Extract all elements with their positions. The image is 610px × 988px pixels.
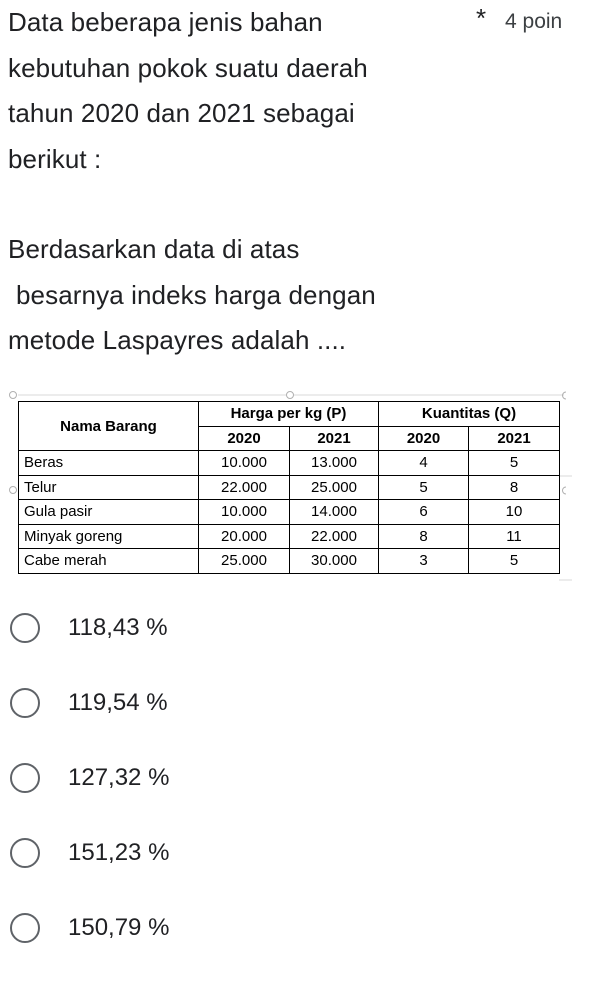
header-year: 2021 [290,426,379,451]
header-harga: Harga per kg (P) [199,402,379,427]
cell-qty-2020: 8 [379,524,469,549]
option-1[interactable] [0,590,610,665]
question-line: Berdasarkan data di atas [8,234,300,264]
table-row [19,500,560,525]
cell-price-2020: 10.000 [199,451,290,476]
radio-circle-icon[interactable] [10,913,40,943]
question-line: besarnya indeks harga dengan [16,279,376,310]
question-line: tahun 2020 dan 2021 sebagai [8,98,355,128]
option-label[interactable]: 118,43 % [68,613,168,641]
cell-name: Minyak goreng [19,524,199,549]
question-line: berikut : [8,143,102,174]
table-row [19,549,560,574]
cell-name: Cabe merah [19,549,199,574]
cell-qty-2020: 3 [379,549,469,574]
radio-circle-icon[interactable] [10,688,40,718]
price-quantity-table [18,401,560,574]
option-3[interactable] [0,740,610,815]
cell-qty-2020: 5 [379,475,469,500]
table-row [19,451,560,476]
cell-name: Beras [19,451,199,476]
header-year: 2020 [199,426,290,451]
required-asterisk: * [476,3,487,33]
cell-name: Gula pasir [19,500,199,525]
header-year: 2021 [469,426,560,451]
option-4[interactable] [0,815,610,890]
cell-qty-2021: 5 [469,549,560,574]
cell-price-2021: 30.000 [290,549,379,574]
cell-price-2021: 14.000 [290,500,379,525]
cell-qty-2020: 4 [379,451,469,476]
cell-qty-2021: 5 [469,451,560,476]
option-2[interactable] [0,665,610,740]
cell-price-2020: 22.000 [199,475,290,500]
option-label[interactable]: 151,23 % [68,838,170,866]
table-row [19,524,560,549]
cell-price-2020: 20.000 [199,524,290,549]
option-label[interactable]: 127,32 % [68,763,170,791]
points-label: 4 poin [505,10,563,33]
question-image [4,390,572,586]
cell-qty-2021: 8 [469,475,560,500]
option-label[interactable]: 150,79 % [68,913,170,941]
question-text [8,0,468,364]
cell-price-2020: 10.000 [199,500,290,525]
radio-circle-icon[interactable] [10,763,40,793]
cell-price-2021: 13.000 [290,451,379,476]
cell-qty-2021: 11 [469,524,560,549]
cell-qty-2021: 10 [469,500,560,525]
question-line: Data beberapa jenis bahan [8,7,323,37]
question-line: metode Laspayres adalah .... [8,325,347,355]
cell-price-2021: 25.000 [290,475,379,500]
header-kuantitas: Kuantitas (Q) [379,402,560,427]
table-row [19,475,560,500]
cell-price-2021: 22.000 [290,524,379,549]
question-line: kebutuhan pokok suatu daerah [8,52,368,83]
option-label[interactable]: 119,54 % [68,688,168,716]
radio-circle-icon[interactable] [10,613,40,643]
cell-name: Telur [19,475,199,500]
answer-options [0,590,610,965]
header-year: 2020 [379,426,469,451]
radio-circle-icon[interactable] [10,838,40,868]
cell-qty-2020: 6 [379,500,469,525]
header-nama-barang: Nama Barang [19,402,199,451]
cell-price-2020: 25.000 [199,549,290,574]
option-5[interactable] [0,890,610,965]
